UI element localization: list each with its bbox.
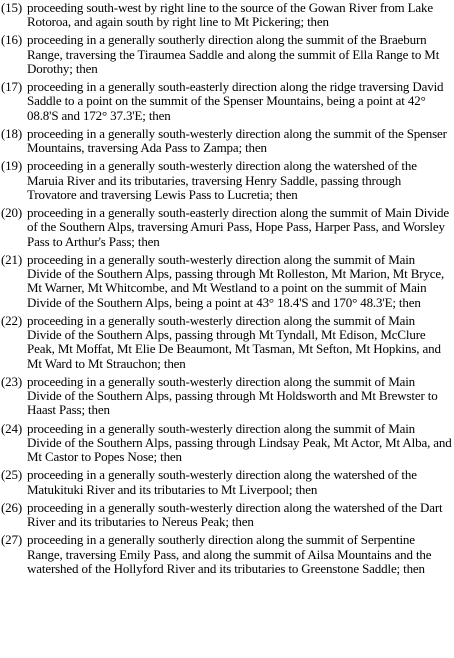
clause-20 [0, 206, 454, 249]
clause-17 [0, 80, 454, 123]
clause-15 [0, 1, 454, 30]
clause-21 [0, 253, 454, 310]
clause-text: proceeding in a generally southerly direction along the summit of Serpentine Range, traversing Emily Pass, and along the summit of Ailsa Mountains and the watershed of the Hollyford River and its tributaries to Greenstone Saddle; then [27, 532, 432, 576]
clause-number: (19) [1, 158, 23, 174]
clause-number: (15) [1, 0, 23, 15]
clause-number: (27) [1, 532, 23, 548]
clause-text: proceeding in a generally south-westerly direction along the watershed of the Dart River and its tributaries to Nereus Peak; then [27, 499, 443, 530]
clause-text: proceeding in a generally south-westerly direction along the watershed of the Maruia River and its tributaries, traversing Henry Saddle, passing through Trovatore and traversing Lewis Pass to Lucretia; then [27, 158, 417, 202]
clause-number: (23) [1, 373, 23, 389]
clause-number: (24) [1, 420, 23, 436]
clause-number: (20) [1, 205, 23, 221]
clause-number: (17) [1, 79, 23, 95]
clause-number: (26) [1, 499, 23, 515]
clause-19 [0, 159, 454, 202]
clause-22 [0, 314, 454, 371]
clause-text: proceeding in a generally south-westerly direction along the summit of Main Divide of the Southern Alps, passing through Mt Rolleston, Mt Marion, Mt Bryce, Mt Warner, Mt Whitcombe, and Mt Westland to a point on the summit of Main Divide of the Southern Alps, being a point at 43° 18.4'S and 170° 48.3'E; then [27, 251, 445, 310]
clause-text: proceeding in a generally south-westerly direction along the summit of Main Divide of the Southern Alps, passing through Mt Tyndall, Mt Edison, McClure Peak, Mt Moffat, Mt Elie De Beaumont, Mt Tasman, Mt Sefton, Mt Hopkins, and Mt Ward to Mt Strauchon; then [27, 312, 441, 371]
clause-text: proceeding in a generally southerly direction along the summit of the Braeburn Range, traversing the Tiraumea Saddle and along the summit of Ella Range to Mt Dorothy; then [27, 32, 440, 77]
clause-number: (16) [1, 32, 23, 48]
clause-26 [0, 501, 454, 530]
clause-number: (18) [1, 125, 23, 141]
clause-text: proceeding south-west by right line to the source of the Gowan River from Lake Rotoroa, and again south by right line to Mt Pickering; then [27, 0, 433, 30]
clause-18 [0, 127, 454, 156]
clause-24 [0, 422, 454, 465]
clause-text: proceeding in a generally south-westerly direction along the summit of Main Divide of the Southern Alps, passing through Lindsay Peak, Mt Actor, Mt Alba, and Mt Castor to Popes Nose; then [27, 420, 452, 465]
clause-text: proceeding in a generally south-westerly direction along the summit of Main Divide of the Southern Alps, passing through Mt Holdsworth and Mt Brewster to Haast Pass; then [27, 373, 438, 418]
clause-23 [0, 375, 454, 418]
clause-text: proceeding in a generally south-westerly direction along the watershed of the Matukituki River and its tributaries to Mt Liverpool; then [27, 467, 417, 497]
clause-27 [0, 533, 454, 576]
clause-number: (22) [1, 312, 23, 328]
clause-text: proceeding in a generally south-easterly direction along the summit of Main Divide of the Southern Alps, traversing Amuri Pass, Hope Pass, Harper Pass, and Worsley Pass to Arthur's Pass; then [27, 205, 449, 249]
clause-16 [0, 33, 454, 76]
clause-text: proceeding in a generally south-easterly direction along the ridge traversing David Saddle to a point on the summit of the Spenser Mountains, being a point at 42° 08.8'S and 172° 37.3'E; then [27, 79, 444, 123]
clause-number: (21) [1, 251, 23, 267]
clause-number: (25) [1, 467, 23, 483]
clause-text: proceeding in a generally south-westerly direction along the summit of the Spenser Mountains, traversing Ada Pass to Zampa; then [27, 125, 447, 156]
clause-25 [0, 468, 454, 497]
